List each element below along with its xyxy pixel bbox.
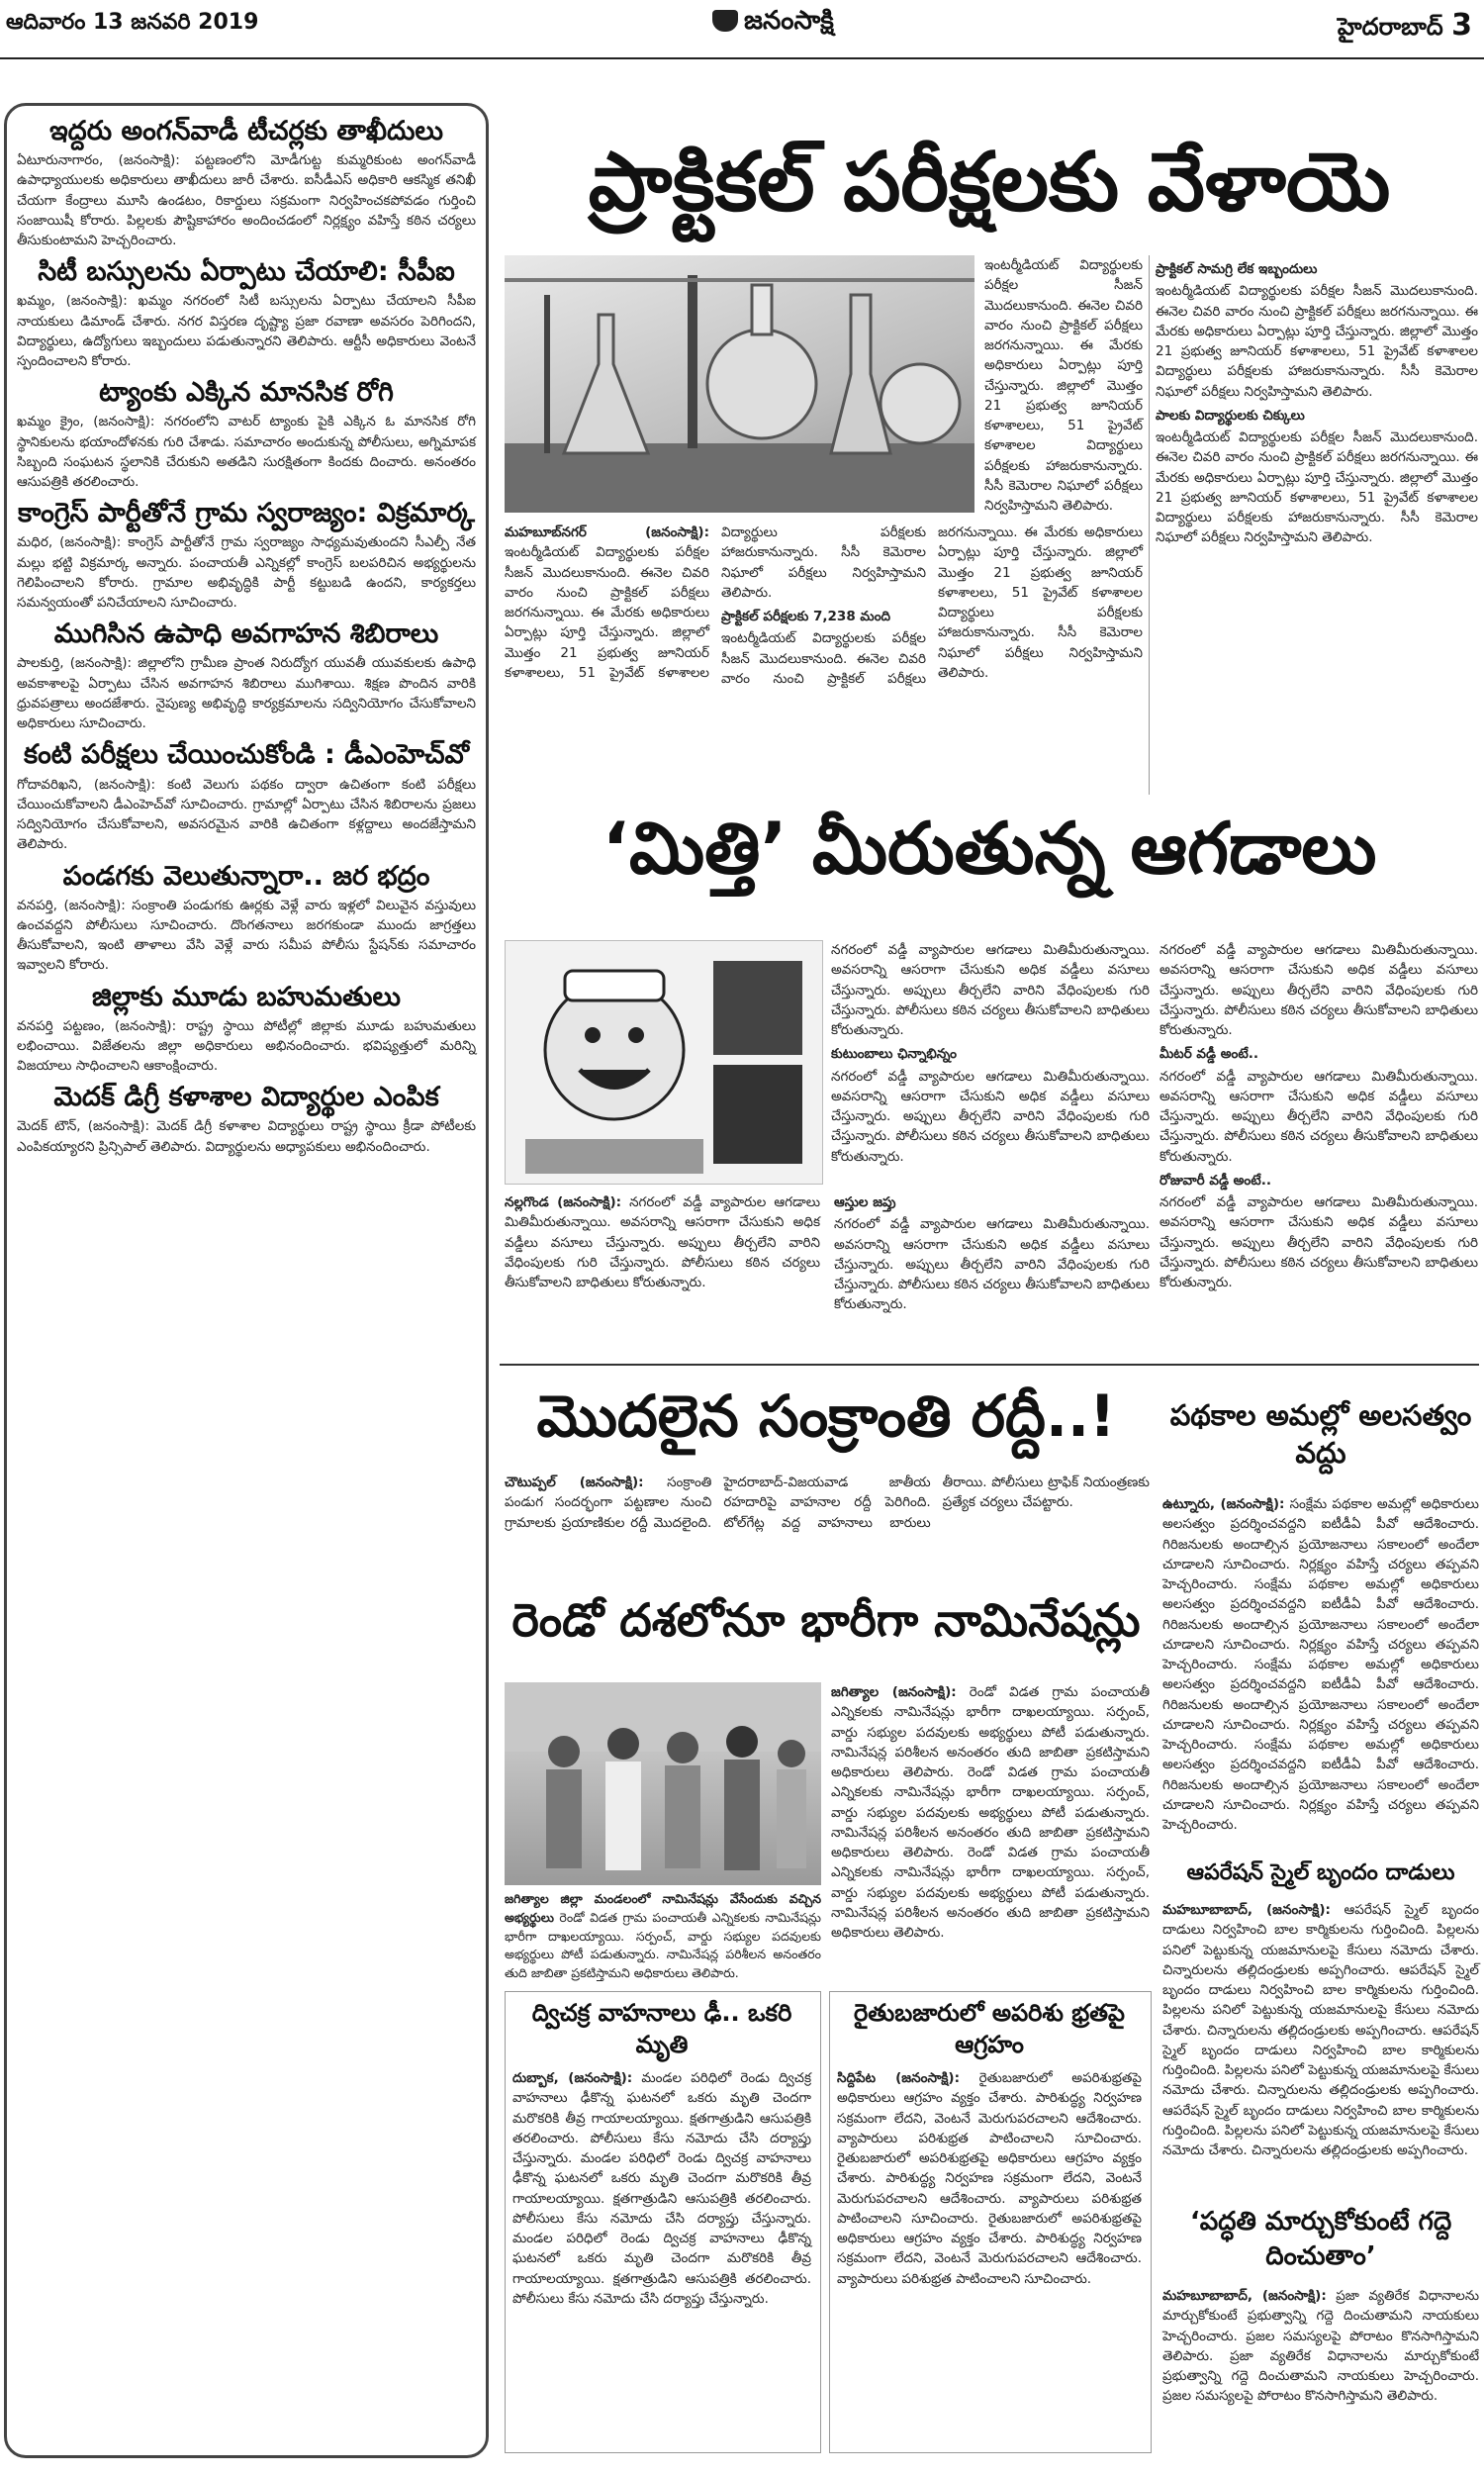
story5-body-3: రెండో విడత గ్రామ పంచాయతీ ఎన్నికలకు నామినేషన్లు భారీగా దాఖలయ్యాయి. సర్పంచ్, వార్డు సభ్యుల పదవులకు అభ్యర్థులు పోటీ పడుతున్నారు. నామినేషన్ల పరిశీలన అనంతరం తుది జాబితా ప్రకటిస్తామని అధికారులు తెలిపారు. <box>831 1845 1151 1941</box>
story-headline: ఇద్దరు అంగన్‌వాడీ టీచర్లకు తాఖీదులు <box>49 116 443 146</box>
story7-body-block <box>512 2068 811 2444</box>
main-story-col-b <box>1156 255 1478 795</box>
story5-body-4: రెండో విడత గ్రామ పంచాయతీ ఎన్నికలకు నామినేషన్లు భారీగా దాఖలయ్యాయి. సర్పంచ్, వార్డు సభ్యుల పదవులకు అభ్యర్థులు పోటీ పడుతున్నారు. నామినేషన్ల పరిశీలన అనంతరం తుది జాబితా ప్రకటిస్తామని అధికారులు తెలిపారు. <box>505 1909 821 1980</box>
story4-headline <box>1162 1397 1479 1472</box>
story8-body-block <box>837 2068 1142 2444</box>
nominations-photo <box>505 1682 821 1885</box>
crowd-illustration <box>505 1682 821 1885</box>
story3-body: సంక్రాంతి పండుగ సందర్భంగా పట్టణాల నుంచి గ్రామాలకు ప్రయాణికుల రద్దీ మొదలైంది. హైదరాబాద్-విజయవాడ జాతీయ రహదారిపై వాహనాల రద్దీ పెరిగింది. టోల్‌గేట్ల వద్ద వాహనాలు బారులు తీరాయి. పోలీసులు ట్రాఫిక్ నియంత్రణకు ప్రత్యేక చర్యలు చేపట్టారు. <box>505 1475 1150 1531</box>
story5-caption-block <box>505 1890 821 1979</box>
story2-body-5: నగరంలో వడ్డీ వ్యాపారుల ఆగడాలు మితిమీరుతున్నాయి. అవసరాన్ని ఆసరాగా చేసుకుని అధిక వడ్డీలు వసూలు చేస్తున్నారు. అప్పులు తీర్చలేని వారిని వేధింపులకు గురి చేస్తున్నారు. పోలీసులు కఠిన చర్యలు తీసుకోవాలని బాధితులు కోరుతున్నారు. <box>1159 1194 1478 1290</box>
story6-body-4: ఆపరేషన్ స్మైల్ బృందం దాడులు నిర్వహించి బాల కార్మికులను గుర్తించింది. పిల్లలను పనిలో పెట్టుకున్న యజమానులపై కేసులు నమోదు చేశారు. చిన్నారులను తల్లిదండ్రులకు అప్పగించారు. <box>1162 2102 1479 2158</box>
story-body: పాలకుర్తి, (జనంసాక్షి): జిల్లాలోని గ్రామీణ ప్రాంత నిరుద్యోగ యువతీ యువకులకు ఉపాధి అవకాశాలపై ఏర్పాటు చేసిన అవగాహన శిబిరాలు ముగిశాయి. శిక్షణ పొందిన వారికి ధ్రువపత్రాలు అందజేశారు. నైపుణ్య అభివృద్ధి కార్యక్రమాలను సద్వినియోగం చేసుకోవాలని అధికారులు సూచించారు. <box>17 655 476 732</box>
main-dateline: మహబూబ్‌నగర్ (జనంసాక్షి): <box>505 524 709 540</box>
story9-dateline: మహబూబాబాద్, (జనంసాక్షి): <box>1162 2288 1327 2304</box>
story9-body: ప్రజా వ్యతిరేక విధానాలను మార్చుకోకుంటే ప్రభుత్వాన్ని గద్దె దించుతామని నాయకులు హెచ్చరించారు. ప్రజల సమస్యలపై పోరాటం కొనసాగిస్తామని తెలిపారు. <box>1162 2288 1480 2364</box>
story8-body: రైతుబజారులో అపరిశుభ్రతపై అధికారులు ఆగ్రహం వ్యక్తం చేశారు. పారిశుద్ధ్య నిర్వహణ సక్రమంగా లేదని, వెంటనే మెరుగుపరచాలని ఆదేశించారు. వ్యాపారులు పరిశుభ్రత పాటించాలని సూచించారు. <box>837 2070 1143 2146</box>
lab-glassware-illustration <box>505 255 974 513</box>
story-headline: కంటి పరీక్షలు చేయించుకోండి : డీఎంహెచ్‌వో <box>23 739 470 771</box>
left-story-3 <box>17 377 476 492</box>
story-body: వనపర్తి పట్టణం, (జనంసాక్షి): రాష్ట్ర స్థాయి పోటీల్లో జిల్లాకు మూడు బహుమతులు లభించాయి. విజేతలను జిల్లా అధికారులు అభినందించారు. భవిష్యత్తులో మరిన్ని విజయాలు సాధించాలని ఆకాంక్షించారు. <box>17 1017 476 1075</box>
story2-body: నగరంలో వడ్డీ వ్యాపారుల ఆగడాలు మితిమీరుతున్నాయి. అవసరాన్ని ఆసరాగా చేసుకుని అధిక వడ్డీలు వసూలు చేస్తున్నారు. అప్పులు తీర్చలేని వారిని వేధింపులకు గురి చేస్తున్నారు. పోలీసులు కఠిన చర్యలు తీసుకోవాలని బాధితులు కోరుతున్నారు. <box>831 942 1150 1038</box>
story2-body-3: నగరంలో వడ్డీ వ్యాపారుల ఆగడాలు మితిమీరుతున్నాయి. అవసరాన్ని ఆసరాగా చేసుకుని అధిక వడ్డీలు వసూలు చేస్తున్నారు. అప్పులు తీర్చలేని వారిని వేధింపులకు గురి చేస్తున్నారు. పోలీసులు కఠిన చర్యలు తీసుకోవాలని బాధితులు కోరుతున్నారు. <box>1159 942 1478 1038</box>
left-story-4 <box>17 498 476 613</box>
left-news-column <box>4 103 489 2458</box>
story-headline: జిల్లాకు మూడు బహుమతులు <box>92 981 401 1012</box>
main-headline: ప్రాక్టికల్ పరీక్షలకు వేళాయె <box>588 136 1391 230</box>
story8-body-2: రైతుబజారులో అపరిశుభ్రతపై అధికారులు ఆగ్రహం వ్యక్తం చేశారు. పారిశుద్ధ్య నిర్వహణ సక్రమంగా లేదని, వెంటనే మెరుగుపరచాలని ఆదేశించారు. వ్యాపారులు పరిశుభ్రత పాటించాలని సూచించారు. <box>837 2150 1142 2227</box>
story5-col-a <box>831 1682 1151 1941</box>
story4-body-2: సంక్షేమ పథకాల అమల్లో అధికారులు అలసత్వం ప్రదర్శించవద్దని ఐటీడీఏ పీవో ఆదేశించారు. గిరిజనులకు అందాల్సిన ప్రయోజనాలు సకాలంలో అందేలా చూడాలని సూచించారు. నిర్లక్ష్యం వహిస్తే చర్యలు తప్పవని హెచ్చరించారు. <box>1162 1576 1479 1672</box>
story2-body-2: నగరంలో వడ్డీ వ్యాపారుల ఆగడాలు మితిమీరుతున్నాయి. అవసరాన్ని ఆసరాగా చేసుకుని అధిక వడ్డీలు వసూలు చేస్తున్నారు. అప్పులు తీర్చలేని వారిని వేధింపులకు గురి చేస్తున్నారు. పోలీసులు కఠిన చర్యలు తీసుకోవాలని బాధితులు కోరుతున్నారు. <box>831 1068 1150 1165</box>
story2-body-6: నగరంలో వడ్డీ వ్యాపారుల ఆగడాలు మితిమీరుతున్నాయి. అవసరాన్ని ఆసరాగా చేసుకుని అధిక వడ్డీలు వసూలు చేస్తున్నారు. అప్పులు తీర్చలేని వారిని వేధింపులకు గురి చేస్తున్నారు. పోలీసులు కఠిన చర్యలు తీసుకోవాలని బాధితులు కోరుతున్నారు. <box>505 1194 820 1290</box>
main-story-body-cont-2: ఇంటర్మీడియట్ విద్యార్థులకు పరీక్షల సీజన్ మొదలుకానుంది. ఈనెల చివరి వారం నుంచి ప్రాక్టికల్ పరీక్షలు జరగనున్నాయి. ఈ మేరకు అధికారులు ఏర్పాట్లు పూర్తి చేస్తున్నారు. జిల్లాలో మొత్తం 21 ప్రభుత్వ జూనియర్ కళాశాలలు, 51 ప్రైవేట్ కళాశాలల విద్యార్థులు పరీక్షలకు హాజరుకానున్నారు. సీసీ కెమెరాల నిఘాలో పరీక్షలు నిర్వహిస్తామని తెలిపారు. <box>1156 429 1478 546</box>
story9-body-2: ప్రజా వ్యతిరేక విధానాలను మార్చుకోకుంటే ప్రభుత్వాన్ని గద్దె దించుతామని నాయకులు హెచ్చరించారు. ప్రజల సమస్యలపై పోరాటం కొనసాగిస్తామని తెలిపారు. <box>1162 2347 1479 2405</box>
story2-headline: ‘మిత్తి’ మీరుతున్న ఆగడాలు <box>602 807 1377 890</box>
left-story-9 <box>17 1082 476 1157</box>
story7-body-2: మండల పరిధిలో రెండు ద్విచక్ర వాహనాలు ఢీకొన్న ఘటనలో ఒకరు మృతి చెందగా మరొకరికి తీవ్ర గాయాలయ్యాయి. క్షతగాత్రుడిని ఆసుపత్రికి తరలించారు. పోలీసులు కేసు నమోదు చేసి దర్యాప్తు చేస్తున్నారు. <box>512 2150 812 2227</box>
story2-dateline: నల్లగొండ (జనంసాక్షి): <box>505 1194 622 1210</box>
main-subhead-1: ప్రాక్టికల్ పరీక్షలకు 7,238 మంది <box>721 609 891 624</box>
page-header <box>0 0 1484 59</box>
story2-col-a <box>831 940 1150 1183</box>
story7-dateline: దుబ్బాక, (జనంసాక్షి): <box>512 2070 633 2086</box>
story5-dateline: జగిత్యాల (జనంసాక్షి): <box>831 1684 957 1700</box>
story3-headline: మొదలైన సంక్రాంతి రద్దీ..! <box>536 1382 1116 1450</box>
story5-body: రెండో విడత గ్రామ పంచాయతీ ఎన్నికలకు నామినేషన్లు భారీగా దాఖలయ్యాయి. సర్పంచ్, వార్డు సభ్యుల పదవులకు అభ్యర్థులు పోటీ పడుతున్నారు. నామినేషన్ల పరిశీలన అనంతరం తుది జాబితా ప్రకటిస్తామని అధికారులు తెలిపారు. <box>831 1684 1151 1780</box>
story9-body-block <box>1162 2286 1479 2454</box>
story7-body: మండల పరిధిలో రెండు ద్విచక్ర వాహనాలు ఢీకొన్న ఘటనలో ఒకరు మృతి చెందగా మరొకరికి తీవ్ర గాయాలయ్యాయి. క్షతగాత్రుడిని ఆసుపత్రికి తరలించారు. పోలీసులు కేసు నమోదు చేసి దర్యాప్తు చేస్తున్నారు. <box>512 2070 811 2166</box>
story2-subhead-2: ఆస్తుల జప్తు <box>834 1194 896 1210</box>
masthead <box>712 6 834 42</box>
left-story-8 <box>17 982 476 1077</box>
main-story-body-cont: ఇంటర్మీడియట్ విద్యార్థులకు పరీక్షల సీజన్ మొదలుకానుంది. ఈనెల చివరి వారం నుంచి ప్రాక్టికల్ పరీక్షలు జరగనున్నాయి. ఈ మేరకు అధికారులు ఏర్పాట్లు పూర్తి చేస్తున్నారు. జిల్లాలో మొత్తం 21 ప్రభుత్వ జూనియర్ కళాశాలలు, 51 ప్రైవేట్ కళాశాలల విద్యార్థులు పరీక్షలకు హాజరుకానున్నారు. సీసీ కెమెరాల నిఘాలో పరీక్షలు నిర్వహిస్తామని తెలిపారు. <box>1156 283 1478 400</box>
issue-date: ఆదివారం 13 జనవరి 2019 <box>6 10 259 35</box>
story2-col-c <box>505 1192 1150 1351</box>
story6-body-2: ఆపరేషన్ స్మైల్ బృందం దాడులు నిర్వహించి బాల కార్మికులను గుర్తించింది. పిల్లలను పనిలో పెట్టుకున్న యజమానులపై కేసులు నమోదు చేశారు. చిన్నారులను తల్లిదండ్రులకు అప్పగించారు. <box>1162 1961 1479 2039</box>
story8-body-3: రైతుబజారులో అపరిశుభ్రతపై అధికారులు ఆగ్రహం వ్యక్తం చేశారు. పారిశుద్ధ్య నిర్వహణ సక్రమంగా లేదని, వెంటనే మెరుగుపరచాలని ఆదేశించారు. వ్యాపారులు పరిశుభ్రత పాటించాలని సూచించారు. <box>837 2210 1142 2287</box>
main-subhead-3: పాలకు విద్యార్థులకు చిక్కులు <box>1156 407 1305 424</box>
story4-headline-text: పథకాల అమల్లో అలసత్వం వద్దు <box>1169 1398 1472 1470</box>
city-name: హైదరాబాద్ <box>1337 13 1443 41</box>
masthead-logo-icon <box>712 10 738 32</box>
story8-headline: రైతుబజారులో అపరిశు భ్రతపై ఆగ్రహం <box>854 1999 1125 2059</box>
story-body: ఏటూరునాగారం, (జనంసాక్షి): పట్టణంలోని మోడీగుట్ట కుమ్మరికుంట అంగన్‌వాడీ ఉపాధ్యాయులకు అధికారులు తాఖీదులు జారీ చేశారు. ఐసీడీఎస్ అధికారి ఆకస్మిక తనిఖీ చేయగా కేంద్రాలు మూసి ఉండటం, రికార్డులు సక్రమంగా నిర్వహించకపోవడం గుర్తించి సంజాయిషీ కోరారు. పిల్లలకు పౌష్టికాహారం అందించడంలో నిర్లక్ష్యం వహిస్తే కఠిన చర్యలు తీసుకుంటామని హెచ్చరించారు. <box>17 152 476 249</box>
story2-subhead-1: కుటుంబాలు ఛిన్నాభిన్నం <box>831 1046 957 1063</box>
story-headline: ముగిసిన ఉపాధి అవగాహన శిబిరాలు <box>53 619 439 650</box>
main-story-body-lower-2: ఇంటర్మీడియట్ విద్యార్థులకు పరీక్షల సీజన్ మొదలుకానుంది. ఈనెల చివరి వారం నుంచి ప్రాక్టికల్ పరీక్షలు జరగనున్నాయి. ఈ మేరకు అధికారులు ఏర్పాట్లు పూర్తి చేస్తున్నారు. జిల్లాలో మొత్తం 21 ప్రభుత్వ జూనియర్ కళాశాలలు, 51 ప్రైవేట్ కళాశాలల విద్యార్థులు పరీక్షలకు హాజరుకానున్నారు. సీసీ కెమెరాల నిఘాలో పరీక్షలు నిర్వహిస్తామని తెలిపారు. <box>721 524 1143 687</box>
story4-body-4: సంక్షేమ పథకాల అమల్లో అధికారులు అలసత్వం ప్రదర్శించవద్దని ఐటీడీఏ పీవో ఆదేశించారు. గిరిజనులకు అందాల్సిన ప్రయోజనాలు సకాలంలో అందేలా చూడాలని సూచించారు. నిర్లక్ష్యం వహిస్తే చర్యలు తప్పవని హెచ్చరించారు. <box>1162 1737 1479 1833</box>
main-story-col-a <box>984 255 1143 513</box>
story3-body-block <box>505 1473 1150 1581</box>
edition-city <box>1338 8 1472 47</box>
story4-body-3: సంక్షేమ పథకాల అమల్లో అధికారులు అలసత్వం ప్రదర్శించవద్దని ఐటీడీఏ పీవో ఆదేశించారు. గిరిజనులకు అందాల్సిన ప్రయోజనాలు సకాలంలో అందేలా చూడాలని సూచించారు. నిర్లక్ష్యం వహిస్తే చర్యలు తప్పవని హెచ్చరించారు. <box>1162 1657 1479 1753</box>
story8-dateline: సిద్దిపేట (జనంసాక్షి): <box>837 2070 960 2086</box>
story2-col-b <box>1159 940 1478 1351</box>
story-headline: పండగకు వెలుతున్నారా.. జర భద్రం <box>62 860 430 892</box>
story9-headline: ‘పద్ధతి మార్చుకోకుంటే గద్దె దించుతాం’ <box>1189 2207 1452 2272</box>
main-story-col-c <box>505 523 1143 795</box>
left-story-5 <box>17 619 476 733</box>
story4-body-block <box>1162 1494 1479 1851</box>
story-body: ఖమ్మం క్రైం, (జనంసాక్షి): నగరంలోని వాటర్ ట్యాంకు పైకి ఎక్కిన ఓ మానసిక రోగి స్థానికులను భయాందోళనకు గురి చేశాడు. సమాచారం అందుకున్న పోలీసులు, అగ్నిమాపక సిబ్బంది సంఘటన స్థలానికి చేరుకుని అతడిని సురక్షితంగా కిందకు దించారు. అనంతరం ఆసుపత్రికి తరలించారు. <box>17 414 476 491</box>
story2-subhead-3: మీటర్ వడ్డీ అంటే.. <box>1159 1046 1259 1063</box>
cartoon-illustration <box>506 941 822 1184</box>
main-story-body-lower: ఇంటర్మీడియట్ విద్యార్థులకు పరీక్షల సీజన్ మొదలుకానుంది. ఈనెల చివరి వారం నుంచి ప్రాక్టికల్ పరీక్షలు జరగనున్నాయి. ఈ మేరకు అధికారులు ఏర్పాట్లు పూర్తి చేస్తున్నారు. జిల్లాలో మొత్తం 21 ప్రభుత్వ జూనియర్ కళాశాలలు, 51 ప్రైవేట్ కళాశాలల విద్యార్థులు పరీక్షలకు హాజరుకానున్నారు. సీసీ కెమెరాల నిఘాలో పరీక్షలు నిర్వహిస్తామని తెలిపారు. <box>505 524 926 681</box>
story7-body-3: మండల పరిధిలో రెండు ద్విచక్ర వాహనాలు ఢీకొన్న ఘటనలో ఒకరు మృతి చెందగా మరొకరికి తీవ్ర గాయాలయ్యాయి. క్షతగాత్రుడిని ఆసుపత్రికి తరలించారు. పోలీసులు కేసు నమోదు చేసి దర్యాప్తు చేస్తున్నారు. <box>512 2231 811 2307</box>
story4-body: సంక్షేమ పథకాల అమల్లో అధికారులు అలసత్వం ప్రదర్శించవద్దని ఐటీడీఏ పీవో ఆదేశించారు. గిరిజనులకు అందాల్సిన ప్రయోజనాలు సకాలంలో అందేలా చూడాలని సూచించారు. నిర్లక్ష్యం వహిస్తే చర్యలు తప్పవని హెచ్చరించారు. <box>1162 1496 1479 1592</box>
story-headline: సిటీ బస్సులను ఏర్పాటు చేయాలి: సీపీఐ <box>38 256 455 288</box>
masthead-title: జనంసాక్షి <box>744 6 834 36</box>
story-body: మెదక్ టౌన్, (జనంసాక్షి): మెదక్ డిగ్రీ కళాశాల విద్యార్థులు రాష్ట్ర స్థాయి క్రీడా పోటీలకు ఎంపికయ్యారని ప్రిన్సిపాల్ తెలిపారు. విద్యార్థులను అధ్యాపకులు అభినందించారు. <box>17 1118 476 1155</box>
story5-photo-caption: జగిత్యాల జిల్లా మండలంలో నామినేషన్లు వేసేందుకు వచ్చిన అభ్యర్థులు <box>505 1891 821 1925</box>
story3-dateline: చౌటుప్పల్ (జనంసాక్షి): <box>505 1475 644 1490</box>
story7-headline: ద్విచక్ర వాహనాలు ఢీ.. ఒకరి మృతి <box>531 1999 792 2059</box>
left-story-2 <box>17 256 476 371</box>
story6-body-block <box>1162 1900 1479 2197</box>
section-divider <box>500 1364 1479 1366</box>
story6-body: ఆపరేషన్ స్మైల్ బృందం దాడులు నిర్వహించి బాల కార్మికులను గుర్తించింది. పిల్లలను పనిలో పెట్టుకున్న యజమానులపై కేసులు నమోదు చేశారు. చిన్నారులను తల్లిదండ్రులకు అప్పగించారు. <box>1162 1902 1479 1978</box>
story6-dateline: మహబూబాబాద్, (జనంసాక్షి): <box>1162 1902 1331 1918</box>
lab-photo <box>505 255 974 513</box>
page-number: 3 <box>1451 8 1472 43</box>
column-rule <box>1149 255 1150 795</box>
left-story-6 <box>17 739 476 854</box>
story2-body-4: నగరంలో వడ్డీ వ్యాపారుల ఆగడాలు మితిమీరుతున్నాయి. అవసరాన్ని ఆసరాగా చేసుకుని అధిక వడ్డీలు వసూలు చేస్తున్నారు. అప్పులు తీర్చలేని వారిని వేధింపులకు గురి చేస్తున్నారు. పోలీసులు కఠిన చర్యలు తీసుకోవాలని బాధితులు కోరుతున్నారు. <box>1159 1068 1478 1165</box>
main-story-body: ఇంటర్మీడియట్ విద్యార్థులకు పరీక్షల సీజన్ మొదలుకానుంది. ఈనెల చివరి వారం నుంచి ప్రాక్టికల్ పరీక్షలు జరగనున్నాయి. ఈ మేరకు అధికారులు ఏర్పాట్లు పూర్తి చేస్తున్నారు. జిల్లాలో మొత్తం 21 ప్రభుత్వ జూనియర్ కళాశాలలు, 51 ప్రైవేట్ కళాశాలల విద్యార్థులు పరీక్షలకు హాజరుకానున్నారు. సీసీ కెమెరాల నిఘాలో పరీక్షలు నిర్వహిస్తామని తెలిపారు. <box>984 257 1143 514</box>
left-story-7 <box>17 861 476 976</box>
story-headline: కాంగ్రెస్ పార్టీతోనే గ్రామ స్వరాజ్యం: విక్రమార్క <box>18 498 475 529</box>
story5-body-2: రెండో విడత గ్రామ పంచాయతీ ఎన్నికలకు నామినేషన్లు భారీగా దాఖలయ్యాయి. సర్పంచ్, వార్డు సభ్యుల పదవులకు అభ్యర్థులు పోటీ పడుతున్నారు. నామినేషన్ల పరిశీలన అనంతరం తుది జాబితా ప్రకటిస్తామని అధికారులు తెలిపారు. <box>831 1764 1151 1860</box>
left-story-1 <box>17 116 476 250</box>
story4-dateline: ఉట్నూరు, (జనంసాక్షి): <box>1162 1496 1285 1512</box>
main-subhead-2: ప్రాక్టికల్ సామగ్రి లేక ఇబ్బందులు <box>1156 261 1318 277</box>
story-body: మధిర, (జనంసాక్షి): కాంగ్రెస్ పార్టీతోనే గ్రామ స్వరాజ్యం సాధ్యమవుతుందని సీఎల్పీ నేత మల్లు భట్టి విక్రమార్క అన్నారు. పంచాయతీ ఎన్నికల్లో కాంగ్రెస్ బలపరిచిన అభ్యర్థులను గెలిపించాలని కోరారు. గ్రామాల అభివృద్ధికి పార్టీ కట్టుబడి ఉందని, కార్యకర్తలు సమన్వయంతో పనిచేయాలని సూచించారు. <box>17 534 476 612</box>
story6-headline: ఆపరేషన్ స్మైల్ బృందం దాడులు <box>1186 1860 1455 1885</box>
story6-body-3: ఆపరేషన్ స్మైల్ బృందం దాడులు నిర్వహించి బాల కార్మికులను గుర్తించింది. పిల్లలను పనిలో పెట్టుకున్న యజమానులపై కేసులు నమోదు చేశారు. చిన్నారులను తల్లిదండ్రులకు అప్పగించారు. <box>1162 2022 1480 2099</box>
story-body: గోదావరిఖని, (జనంసాక్షి): కంటి వెలుగు పథకం ద్వారా ఉచితంగా కంటి పరీక్షలు చేయించుకోవాలని డీఎంహెచ్‌వో సూచించారు. గ్రామాల్లో ఏర్పాటు చేసిన శిబిరాలను ప్రజలు సద్వినియోగం చేసుకోవాలని, అవసరమైన వారికి ఉచితంగా కళ్లద్దాలు అందజేస్తామని తెలిపారు. <box>17 776 476 853</box>
story-body: ఖమ్మం, (జనంసాక్షి): ఖమ్మం నగరంలో సిటీ బస్సులను ఏర్పాటు చేయాలని సీపీఐ నాయకులు డిమాండ్ చేశారు. నగర విస్తరణ దృష్ట్యా ప్రజా రవాణా అవసరం పెరిగిందని, విద్యార్థులు, ఉద్యోగులు ఇబ్బందులు పడుతున్నారని తెలిపారు. ఆర్టీసీ అధికారులు వెంటనే స్పందించాలని కోరారు. <box>17 293 476 370</box>
story5-headline: రెండో దశలోనూ భారీగా నామినేషన్లు <box>511 1593 1141 1647</box>
story-headline: ట్యాంకు ఎక్కిన మానసిక రోగి <box>99 377 394 409</box>
moneylender-cartoon <box>505 940 823 1185</box>
story2-body-7: నగరంలో వడ్డీ వ్యాపారుల ఆగడాలు మితిమీరుతున్నాయి. అవసరాన్ని ఆసరాగా చేసుకుని అధిక వడ్డీలు వసూలు చేస్తున్నారు. అప్పులు తీర్చలేని వారిని వేధింపులకు గురి చేస్తున్నారు. పోలీసులు కఠిన చర్యలు తీసుకోవాలని బాధితులు కోరుతున్నారు. <box>834 1216 1150 1313</box>
story2-subhead-4: రోజువారీ వడ్డీ అంటే.. <box>1159 1172 1271 1189</box>
story-headline: మెదక్ డిగ్రీ కళాశాల విద్యార్థుల ఎంపిక <box>53 1082 439 1113</box>
story-body: వనపర్తి, (జనంసాక్షి): సంక్రాంతి పండుగకు ఊర్లకు వెళ్లే వారు ఇళ్లలో విలువైన వస్తువులు ఉంచవద్దని పోలీసులు సూచించారు. దొంగతనాలు జరగకుండా ముందు జాగ్రత్తలు తీసుకోవాలని, ఇంటి తాళాలు వేసి వెళ్లే వారు సమీప పోలీసు స్టేషన్‌కు సమాచారం ఇవ్వాలని కోరారు. <box>17 897 476 974</box>
